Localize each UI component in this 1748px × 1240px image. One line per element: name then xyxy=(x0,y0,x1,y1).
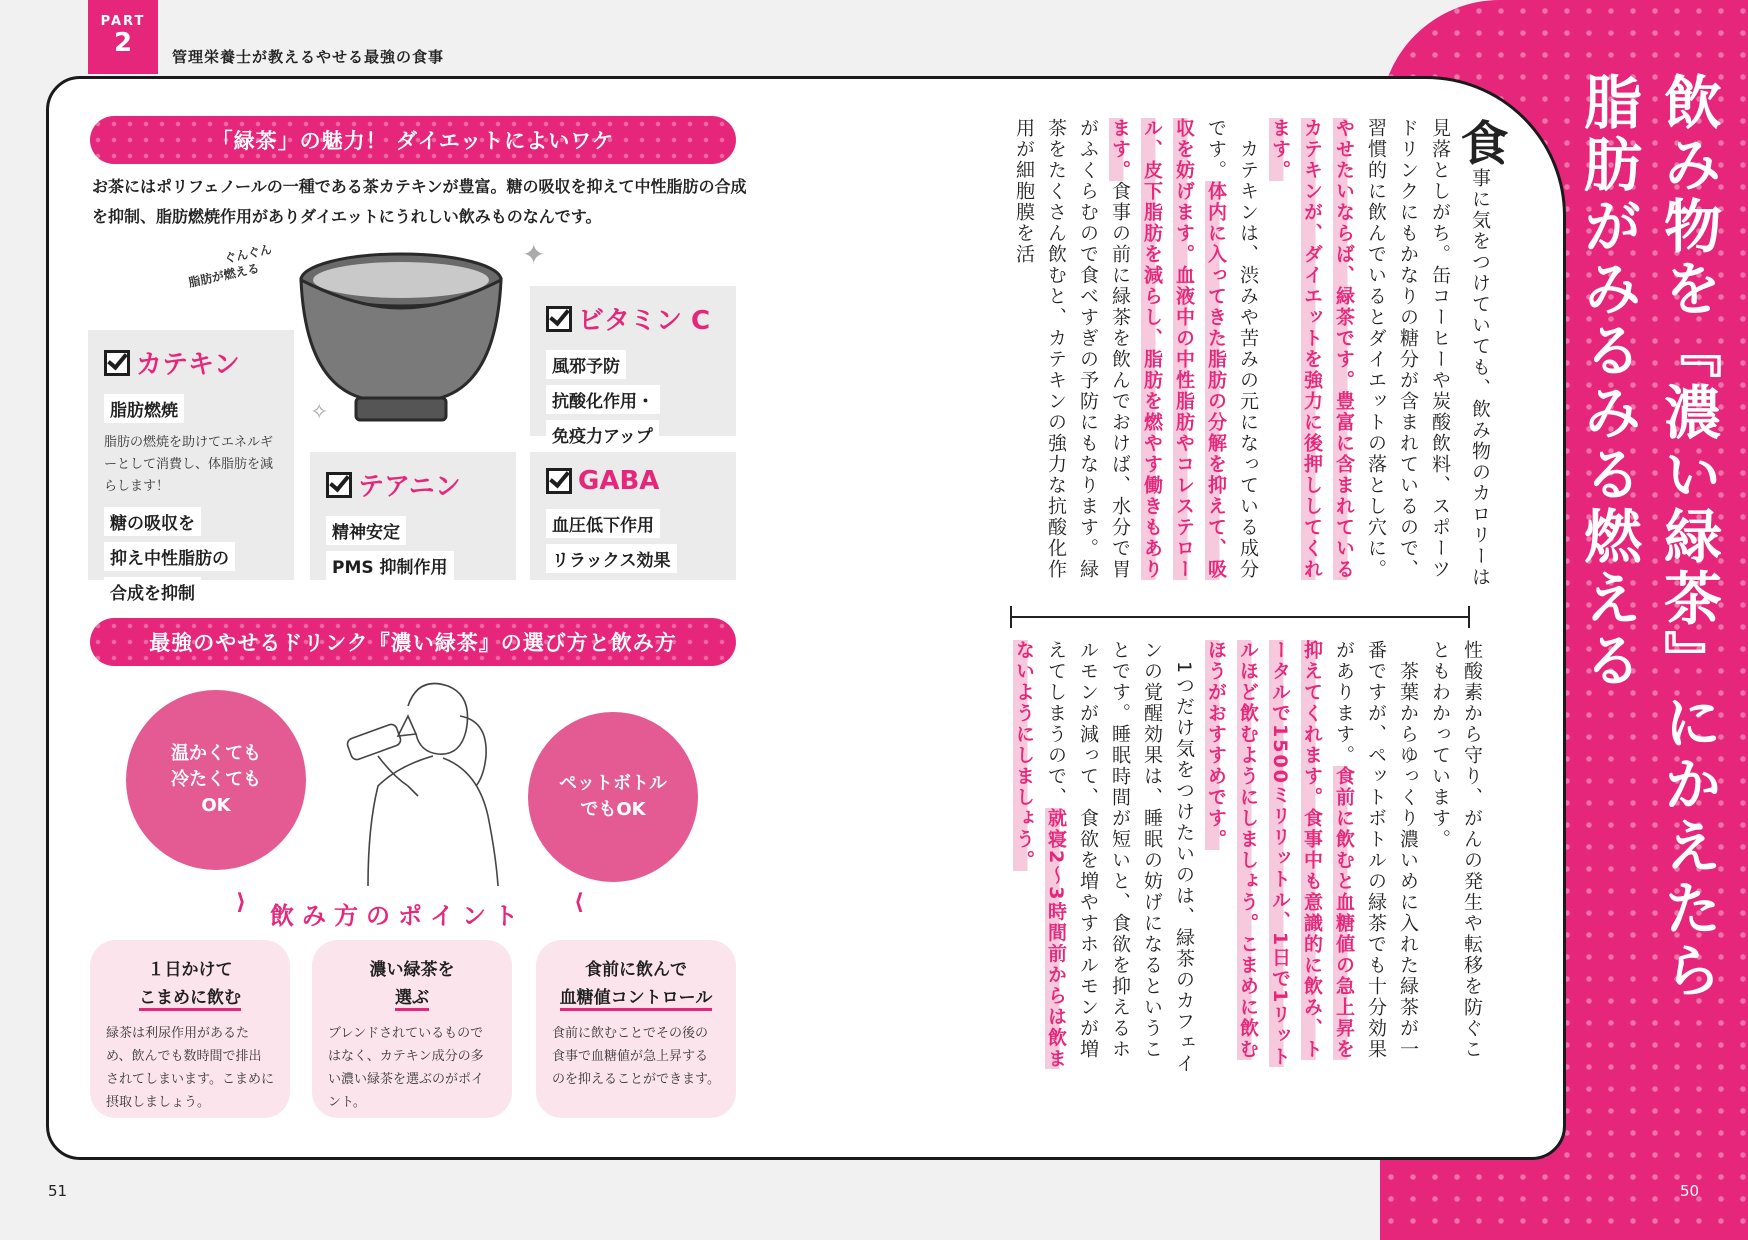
checkbox-icon xyxy=(546,306,572,332)
card2-title-2: 選ぶ xyxy=(395,988,429,1011)
sparkle-icon: ✧ xyxy=(310,400,329,425)
person-drinking-icon xyxy=(338,676,508,886)
body-bottom-p1: 性酸素から守り、がんの発生や転移を防ぐこともわかっています。 xyxy=(1429,640,1483,1060)
catechin-desc: 脂肪の燃焼を助けてエネルギーとして消費し、体脂肪を減らします！ xyxy=(104,435,274,494)
card1-title-2: こまめに飲む xyxy=(139,988,241,1011)
box-catechin xyxy=(88,330,294,604)
checkbox-icon xyxy=(104,350,130,376)
dropcap: 食 xyxy=(1452,118,1508,168)
page-number-left: 51 xyxy=(48,1182,68,1200)
vitc-label-2a: 抗酸化作用・ xyxy=(546,385,660,414)
card1-title-1: １日かけて xyxy=(147,960,233,980)
checkbox-icon xyxy=(546,468,572,494)
box-gaba xyxy=(530,452,736,580)
bubble-left-line1: 温かくても xyxy=(171,743,261,764)
body-top-highlight-2: 体内に入ってきた脂肪の分解を抑えて、吸収を妨げます。血液中の中性脂肪やコレステロール、皮下脂肪を減らし、脂肪を燃やす働きもあります。 xyxy=(1109,118,1227,580)
body-top-highlight-1: やせたいならば、緑茶です。豊富に含まれているカテキンが、ダイエットを強力に後押ししてくれます。 xyxy=(1269,118,1355,580)
sparkle-icon: ✦ xyxy=(522,238,546,271)
gaba-title: GABA xyxy=(578,466,660,496)
headline-line1: 飲み物を『濃い緑茶』にかえたら xyxy=(1654,72,1722,1002)
vitc-label-1: 風邪予防 xyxy=(546,350,626,379)
card3-title-1: 食前に飲んで xyxy=(585,960,687,980)
part-tab xyxy=(88,0,158,74)
part-number: 2 xyxy=(113,28,133,58)
theanine-title: テアニン xyxy=(358,472,461,502)
checkbox-icon xyxy=(326,472,352,498)
body-bottom-highlight-1: 食前に飲むと血糖値の急上昇を抑えてくれます。食事中も意識的に飲み、トータルで1500ミリリットル、1日で1リットルほど飲むようにしましょう。こまめに飲むほうがおすすめです。 xyxy=(1205,640,1355,1068)
body-bottom-highlight-2: 就寝2～3時間前からは飲まないようにしましょう。 xyxy=(1013,640,1067,1070)
body-top-p2: カテキンは、渋みや苦みの元になっている成分です。 xyxy=(1205,118,1259,580)
body-text-top xyxy=(1008,118,1508,598)
gaba-label-2: リラックス効果 xyxy=(546,544,677,573)
card2-body: ブレンドされているものではなく、カテキン成分の多い濃い緑茶を選ぶのがポイント。 xyxy=(328,1026,485,1110)
catechin-label-1: 脂肪燃焼 xyxy=(104,394,184,423)
card1-body: 緑茶は利尿作用があるため、飲んでも数時間で排出されてしまいます。こまめに摂取しましょう。 xyxy=(106,1026,274,1110)
body-top-p2b: 食事の前に緑茶を飲んでおけば、水分で胃がふくらむので食べすぎの予防にもなります。緑茶をたくさん飲むと、カテキンの強力な抗酸化作用が細胞膜を活 xyxy=(1013,118,1131,580)
theanine-label-1: 精神安定 xyxy=(326,516,406,545)
bubble-left-line3: OK xyxy=(201,795,231,816)
box-vitamin-c xyxy=(530,286,736,447)
catechin-label-2a: 糖の吸収を xyxy=(104,507,201,536)
section2-title: 最強のやせるドリンク『濃い緑茶』の選び方と飲み方 xyxy=(90,618,736,666)
section1-title: 「緑茶」の魅力！ ダイエットによいワケ xyxy=(90,116,736,164)
running-title: 管理栄養士が教えるやせる最強の食事 xyxy=(172,48,445,66)
theanine-label-2: PMS 抑制作用 xyxy=(326,551,454,580)
bubble-left xyxy=(126,690,306,870)
section1-intro: お茶にはポリフェノールの一種である茶カテキンが豊富。糖の吸収を抑えて中性脂肪の合成を抑制、脂肪燃焼作用がありダイエットにうれしい飲みものなんです。 xyxy=(92,177,747,226)
point-card-2 xyxy=(312,940,512,1118)
points-title: 飲み方のポイント xyxy=(270,902,526,930)
emphasis-marks-right: ⟨ xyxy=(574,890,585,915)
page-number-right: 50 xyxy=(1680,1182,1700,1200)
catechin-label-2b: 抑え中性脂肪の xyxy=(104,542,235,571)
part-label: PART xyxy=(100,14,146,29)
card2-title-1: 濃い緑茶を xyxy=(369,960,455,980)
card3-body: 食前に飲むことでその後の食事で血糖値が急上昇するのを抑えることができます。 xyxy=(552,1026,720,1087)
vitc-label-2b: 免疫力アップ xyxy=(546,420,659,449)
point-card-1 xyxy=(90,940,290,1118)
catechin-title: カテキン xyxy=(136,350,240,380)
catechin-label-2c: 合成を抑制 xyxy=(104,577,201,606)
bowl-caption-1: ぐんぐん xyxy=(222,242,273,266)
body-top-p1: 事に気をつけていても、飲み物のカロリーは見落としがち。缶コーヒーや炭酸飲料、スポーツドリンクにもかなりの糖分が含まれているので、習慣的に飲んでいるとダイエットの落とし穴に。 xyxy=(1365,118,1491,588)
bubble-left-line2: 冷たくても xyxy=(171,769,261,790)
body-bottom-p2: 茶葉からゆっくり濃いめに入れた緑茶が一番ですが、ペットボトルの緑茶でも十分効果があります。 xyxy=(1333,640,1419,1060)
column-divider xyxy=(1010,616,1470,618)
headline-line2: 脂肪がみるみる燃える xyxy=(1574,72,1642,692)
box-theanine xyxy=(310,452,516,580)
point-card-3 xyxy=(536,940,736,1118)
gaba-label-1: 血圧低下作用 xyxy=(546,509,660,538)
bubble-right-line2: でもOK xyxy=(580,799,646,820)
body-text-bottom xyxy=(1008,640,1488,1080)
emphasis-marks-left: ⟩ xyxy=(236,890,247,915)
card3-title-2: 血糖値コントロール xyxy=(560,988,713,1011)
bowl-caption-2: 脂肪が燃える xyxy=(187,261,261,290)
vitc-title: ビタミン C xyxy=(578,306,711,336)
bubble-right xyxy=(528,712,698,882)
body-bottom-p3: 1つだけ気をつけたいのは、緑茶のカフェインの覚醒効果は、睡眠の妨げになるということです。睡眠時間が短いと、食欲を抑えるホルモンが減って、食欲を増やすホルモンが増えてしまうので、 xyxy=(1045,640,1195,1075)
bubble-right-line1: ペットボトル xyxy=(559,773,667,794)
